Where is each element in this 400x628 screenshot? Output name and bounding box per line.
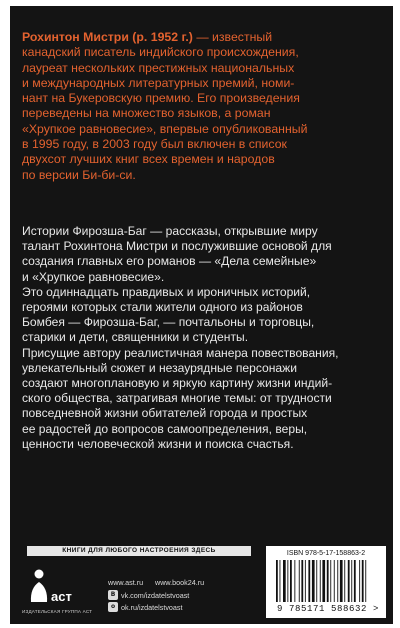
- ok-link[interactable]: [108, 602, 183, 612]
- ok-link-text: ok.ru/izdatelstvoast: [121, 602, 183, 612]
- description-line: ее радостей до вопросов самоопределения, веры,: [22, 421, 308, 436]
- description-line: героями которых стали жители одного из районов: [22, 300, 303, 315]
- publisher-caption: ИЗДАТЕЛЬСКАЯ ГРУППА АСТ: [22, 609, 93, 614]
- barcode-number: 9 785171 588632 >: [276, 604, 379, 614]
- site-link-ast[interactable]: www.ast.ru: [108, 578, 144, 587]
- description-paragraph-2: [22, 285, 387, 346]
- bio-line: нант на Букеровскую премию. Его произведения: [22, 91, 300, 106]
- bio-line: переведены на множество языков, а роман: [22, 106, 271, 121]
- description-line: увлекательный сюжет и незаурядные персонажи: [22, 360, 297, 375]
- description-line: Это одиннадцать правдивых и ироничных историй,: [22, 284, 311, 299]
- author-name: Рохинтон Мистри (р. 1952 г.): [22, 30, 193, 44]
- description-line: старики и дети, священники и студенты.: [22, 330, 249, 345]
- author-bio: [22, 30, 387, 183]
- bio-line: «Хрупкое равновесие», впервые опубликованный: [22, 121, 308, 136]
- ast-logo-icon: [28, 568, 72, 604]
- bio-line: и международных литературных премий, номи-: [22, 75, 295, 90]
- description-paragraph-3: [22, 346, 387, 452]
- vk-link-text: vk.com/izdatelstvoast: [121, 590, 190, 600]
- description-line: и «Хрупкое равновесие».: [22, 269, 165, 284]
- site-link-book24[interactable]: www.book24.ru: [155, 578, 205, 587]
- back-cover: [10, 6, 393, 624]
- description-line: Бомбея — Фирозша-Баг, — почтальоны и торговцы,: [22, 315, 315, 330]
- description-line: Присущие автору реалистичная манера повествования,: [22, 345, 339, 360]
- bio-line: лауреат нескольких престижных национальных: [22, 60, 295, 75]
- bio-line: в 1995 году, в 2003 году был включен в список: [22, 137, 287, 152]
- description-line: повседневной жизни обитателей города и простых: [22, 406, 308, 421]
- description-paragraph-1: [22, 224, 387, 285]
- description-line: ского общества, затрагивая многие темы: от трудности: [22, 391, 332, 406]
- isbn-label: ISBN 978-5-17-158863-2: [286, 550, 366, 557]
- logo-text: аст: [51, 589, 72, 604]
- description-line: создания главных его романов — «Дела семейные»: [22, 254, 317, 269]
- description-line: ценности человеческой жизни и поиска счастья.: [22, 436, 294, 451]
- tagline: КНИГИ ДЛЯ ЛЮБОГО НАСТРОЕНИЯ ЗДЕСЬ: [27, 546, 251, 556]
- vk-icon: B: [108, 590, 118, 600]
- bio-line: — известный: [192, 30, 273, 44]
- bio-line: по версии Би-би-си.: [22, 167, 136, 182]
- ok-icon: o: [108, 602, 118, 612]
- bio-line: двухсот лучших книг всех времен и народов: [22, 152, 275, 167]
- barcode-icon: [276, 560, 376, 604]
- isbn-barcode-box: [266, 546, 386, 618]
- description-line: Истории Фирозша-Баг — рассказы, открывшие миру: [22, 224, 318, 238]
- description-line: талант Рохинтона Мистри и послужившие основой для: [22, 239, 332, 254]
- bio-line: канадский писатель индийского происхождения,: [22, 45, 299, 60]
- book-description: [22, 224, 387, 452]
- vk-link[interactable]: [108, 590, 189, 600]
- description-line: создают многоплановую и яркую картину жизни индий-: [22, 376, 333, 391]
